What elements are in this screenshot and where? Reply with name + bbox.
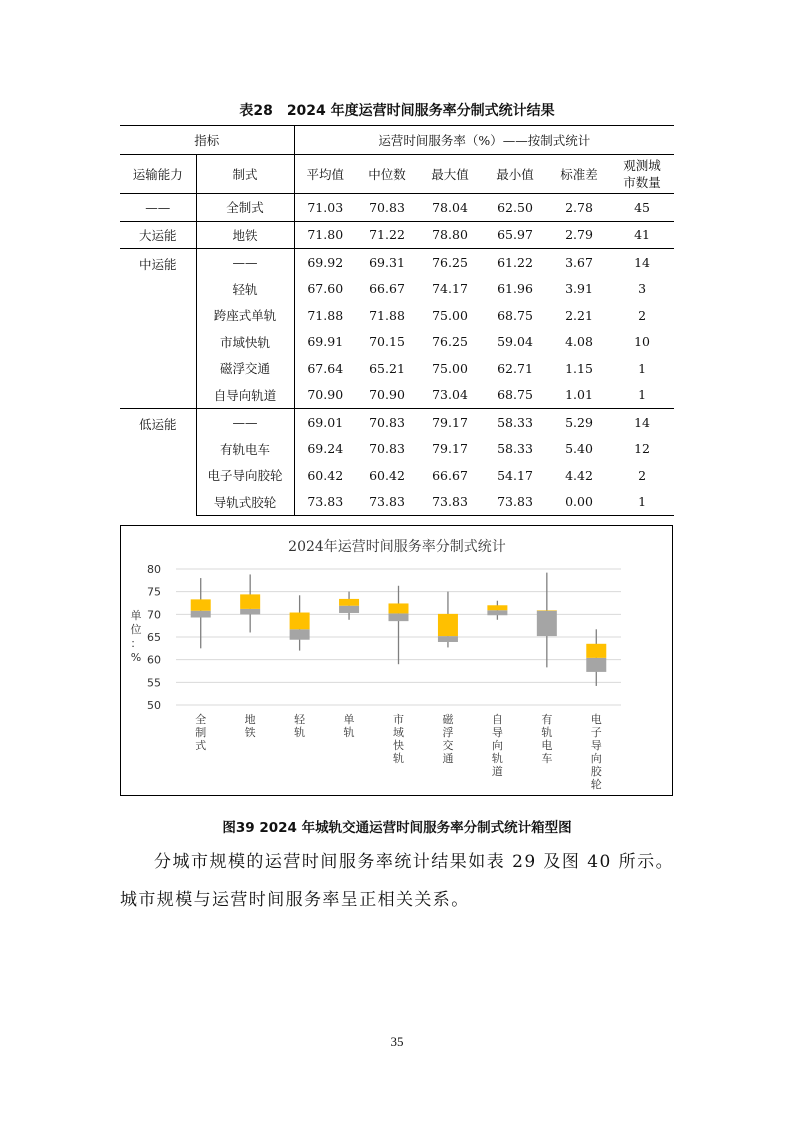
cell-max: 79.17: [432, 441, 468, 457]
cell-median: 71.88: [369, 307, 405, 323]
cell-system: 导轨式胶轮: [196, 489, 294, 516]
table-row: [120, 249, 674, 276]
table-number: 表28: [239, 103, 273, 119]
table-title: [0, 100, 794, 120]
cell-mean: 70.90: [307, 387, 344, 403]
cell-median: 70.83: [369, 441, 405, 457]
cell-capacity: 低运能: [120, 409, 196, 516]
y-tick-label: 55: [147, 676, 161, 690]
cell-median: 70.83: [356, 194, 418, 222]
cell-max: 78.04: [418, 194, 482, 222]
x-category-label-char: 地: [244, 713, 256, 726]
cell-count: 2: [638, 307, 647, 323]
box-upper: [438, 614, 458, 636]
cell-count: 1: [638, 387, 647, 403]
header-row-2: [120, 155, 674, 194]
cell-std: 1.01: [565, 387, 593, 403]
header-max: 最大值: [418, 155, 482, 194]
table-row: [120, 194, 674, 222]
x-category-label-char: 轮: [590, 778, 602, 791]
cell-mean: 69.92: [294, 249, 356, 276]
cell-median: 65.21: [369, 360, 405, 376]
cell-min: 61.96: [497, 281, 533, 297]
x-category-label-char: 磁: [442, 713, 454, 726]
cell-mean: 67.60: [307, 281, 344, 297]
header-std: 标准差: [548, 155, 610, 194]
body-paragraph: 分城市规模的运营时间服务率统计结果如表 29 及图 40 所示。城市规模与运营时间服务率呈正相关关系。: [120, 852, 674, 910]
x-category-label-char: 道: [491, 765, 503, 778]
box-lower: [586, 658, 606, 672]
table-row: [120, 436, 674, 463]
header-mean: 平均值: [294, 155, 356, 194]
cell-max: 73.83: [418, 489, 482, 516]
y-axis-label-char: 位: [130, 623, 142, 636]
cell-mean: 71.88: [307, 307, 344, 323]
x-category-label-char: 单: [343, 713, 355, 726]
cell-count: 14: [610, 249, 674, 276]
box-lower: [537, 611, 557, 636]
cell-system: 市域快轨: [196, 329, 294, 356]
header-system: 制式: [196, 155, 294, 194]
x-category-label-char: 域: [393, 726, 404, 739]
box-upper: [586, 644, 606, 658]
header-min: 最小值: [482, 155, 548, 194]
y-tick-label: 80: [147, 563, 161, 576]
cell-std: 3.91: [565, 281, 593, 297]
table-row: [120, 355, 674, 382]
header-row-1: [120, 126, 674, 155]
cell-median: 71.22: [356, 221, 418, 249]
table-row: [120, 382, 674, 409]
cell-std: 4.08: [565, 334, 593, 350]
header-count-line2: 市数量: [623, 175, 661, 190]
x-category-label-char: 快: [393, 739, 404, 752]
cell-std: 1.15: [565, 360, 593, 376]
cell-system: 磁浮交通: [196, 355, 294, 382]
cell-mean: 73.83: [294, 489, 356, 516]
table-row: [120, 489, 674, 516]
box-upper: [389, 603, 409, 613]
cell-median: 70.90: [369, 387, 405, 403]
box-lower: [487, 610, 507, 615]
page-number: 35: [390, 1034, 404, 1049]
cell-capacity: ——: [120, 194, 196, 222]
cell-max: 74.17: [432, 281, 468, 297]
stats-table: [120, 125, 674, 516]
cell-system: 全制式: [196, 194, 294, 222]
x-category-label-char: 式: [195, 739, 207, 752]
cell-median: 70.15: [369, 334, 405, 350]
cell-count: 45: [610, 194, 674, 222]
figure-caption: 图39 2024 年城轨交通运营时间服务率分制式统计箱型图: [222, 820, 572, 836]
box-lower: [240, 609, 260, 614]
x-category-label-char: 电: [541, 739, 553, 752]
cell-capacity: 中运能: [120, 249, 196, 409]
cell-count: 10: [634, 334, 650, 350]
x-category-label-char: 自: [491, 713, 503, 726]
cell-min: 61.22: [482, 249, 548, 276]
x-category-label-char: 全: [195, 713, 207, 726]
table-row: [120, 276, 674, 303]
x-category-label-char: 有: [541, 713, 553, 726]
cell-median: 69.31: [356, 249, 418, 276]
cell-min: 68.75: [497, 307, 533, 323]
cell-mean: 60.42: [307, 467, 344, 483]
cell-max: 79.17: [418, 409, 482, 436]
cell-std: 4.42: [565, 467, 593, 483]
cell-max: 78.80: [418, 221, 482, 249]
box-lower: [339, 606, 359, 613]
cell-count: 1: [610, 489, 674, 516]
cell-mean: 71.80: [294, 221, 356, 249]
cell-min: 68.75: [497, 387, 533, 403]
cell-count: 2: [638, 467, 647, 483]
header-count: [610, 155, 674, 194]
header-group: 运营时间服务率（%）——按制式统计: [294, 126, 674, 155]
cell-max: 76.25: [432, 334, 468, 350]
box-upper: [339, 599, 359, 606]
cell-min: 58.33: [497, 441, 533, 457]
header-count-line1: 观测城: [623, 158, 661, 173]
cell-mean: 69.91: [307, 334, 344, 350]
x-category-label-char: 电: [590, 713, 602, 726]
header-indicator: 指标: [120, 126, 294, 155]
x-category-label-char: 轨: [541, 726, 553, 739]
box-lower: [438, 636, 458, 642]
x-category-label-char: 铁: [244, 726, 256, 739]
box-upper: [290, 613, 310, 630]
cell-min: 54.17: [497, 467, 533, 483]
header-capacity: 运输能力: [120, 155, 196, 194]
cell-min: 58.33: [482, 409, 548, 436]
x-category-label-char: 轻: [294, 713, 306, 726]
cell-system: ——: [196, 409, 294, 436]
cell-system: 轻轨: [196, 276, 294, 303]
box-upper: [191, 599, 211, 610]
chart-title: 2024年运营时间服务率分制式统计: [288, 539, 506, 555]
y-tick-label: 70: [147, 608, 161, 622]
x-category-label-char: 轨: [491, 752, 503, 765]
cell-system: 自导向轨道: [196, 382, 294, 409]
x-category-label-char: 导: [590, 739, 602, 752]
cell-median: 60.42: [369, 467, 405, 483]
box-upper: [487, 605, 507, 610]
cell-std: 3.67: [548, 249, 610, 276]
table-row: [120, 221, 674, 249]
x-category-label-char: 市: [393, 713, 404, 726]
table-row: [120, 409, 674, 436]
cell-system: 跨座式单轨: [196, 302, 294, 329]
x-category-label-char: 车: [541, 752, 553, 765]
cell-max: 76.25: [418, 249, 482, 276]
cell-mean: 71.03: [294, 194, 356, 222]
x-category-label-char: 浮: [442, 726, 454, 739]
x-category-label-char: 轨: [393, 752, 404, 765]
header-median: 中位数: [356, 155, 418, 194]
x-category-label-char: 交: [442, 739, 454, 752]
cell-system: ——: [196, 249, 294, 276]
cell-std: 0.00: [548, 489, 610, 516]
cell-min: 59.04: [497, 334, 533, 350]
cell-max: 75.00: [432, 360, 468, 376]
box-plot-svg: [121, 526, 674, 797]
cell-system: 地铁: [196, 221, 294, 249]
y-tick-label: 50: [147, 699, 161, 712]
cell-count: 1: [638, 360, 647, 376]
cell-min: 62.71: [497, 360, 533, 376]
cell-median: 66.67: [369, 281, 405, 297]
cell-median: 73.83: [356, 489, 418, 516]
y-axis-label-char: ：: [130, 637, 142, 650]
cell-median: 70.83: [356, 409, 418, 436]
x-category-label-char: 向: [590, 752, 602, 765]
cell-std: 5.29: [548, 409, 610, 436]
cell-count: 41: [610, 221, 674, 249]
cell-count: 12: [634, 441, 650, 457]
box-upper: [240, 594, 260, 609]
y-axis-label-char: 单: [130, 609, 142, 622]
cell-system: 有轨电车: [196, 436, 294, 463]
cell-system: 电子导向胶轮: [196, 462, 294, 489]
cell-max: 75.00: [432, 307, 468, 323]
cell-mean: 67.64: [307, 360, 344, 376]
cell-std: 2.78: [548, 194, 610, 222]
cell-std: 2.79: [548, 221, 610, 249]
cell-std: 5.40: [565, 441, 593, 457]
cell-std: 2.21: [565, 307, 593, 323]
cell-mean: 69.01: [294, 409, 356, 436]
y-tick-label: 60: [147, 653, 161, 667]
x-category-label-char: 导: [491, 726, 503, 739]
x-category-label-char: 胶: [590, 765, 602, 778]
table-row: [120, 462, 674, 489]
x-category-label-char: 制: [195, 726, 207, 739]
cell-count: 14: [610, 409, 674, 436]
cell-capacity: 大运能: [120, 221, 196, 249]
table-row: [120, 302, 674, 329]
cell-min: 65.97: [482, 221, 548, 249]
cell-min: 62.50: [482, 194, 548, 222]
cell-max: 73.04: [432, 387, 468, 403]
x-category-label-char: 子: [590, 726, 602, 739]
cell-min: 73.83: [482, 489, 548, 516]
cell-max: 66.67: [432, 467, 468, 483]
box-lower: [191, 611, 211, 618]
y-axis-label-char: %: [130, 651, 142, 664]
x-category-label-char: 通: [442, 752, 454, 765]
y-tick-label: 75: [147, 585, 161, 599]
box-lower: [290, 629, 310, 639]
y-tick-label: 65: [147, 631, 161, 644]
x-category-label-char: 向: [491, 739, 503, 752]
box-lower: [389, 613, 409, 621]
cell-count: 3: [638, 281, 647, 297]
x-category-label-char: 轨: [343, 726, 355, 739]
table-row: [120, 329, 674, 356]
cell-mean: 69.24: [307, 441, 344, 457]
x-category-label-char: 轨: [294, 726, 306, 739]
box-plot-chart: [120, 525, 673, 796]
table-caption: 2024 年度运营时间服务率分制式统计结果: [286, 103, 555, 119]
